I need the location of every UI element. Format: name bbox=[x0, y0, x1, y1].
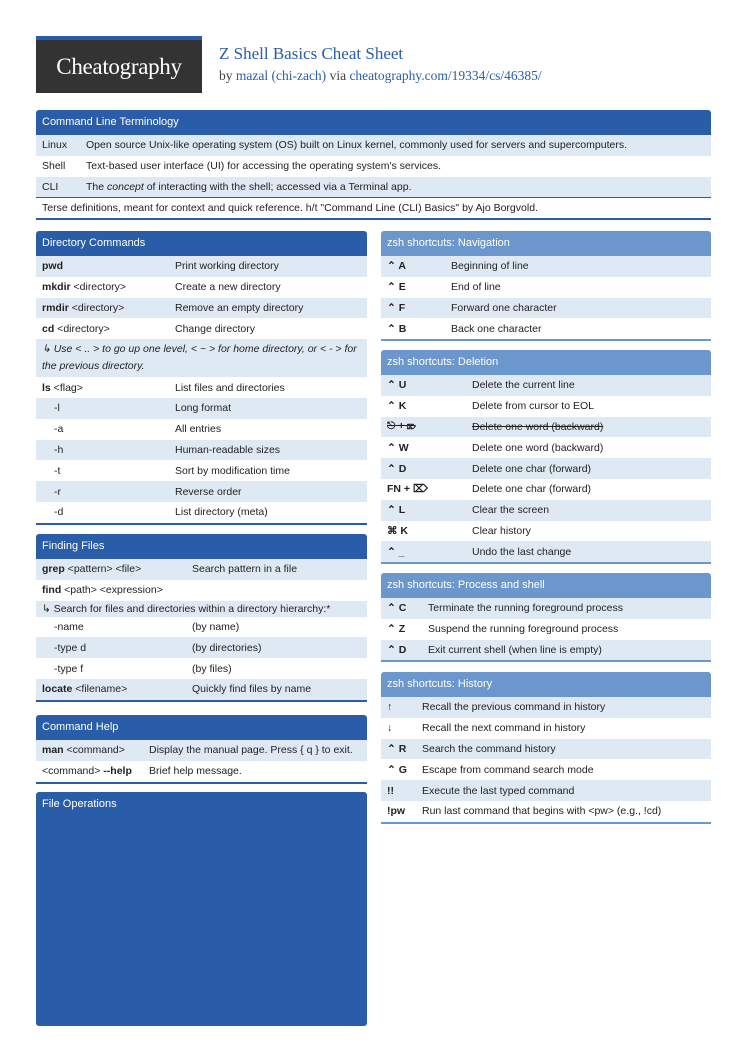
panel-title: Command Help bbox=[36, 715, 367, 740]
description: Undo the last change bbox=[472, 545, 572, 558]
command-name: rmdir bbox=[42, 301, 69, 314]
terminology-footnote: Terse definitions, meant for context and quick reference. h/t "Command Line (CLI) Basics" by Ajo Borgvold. bbox=[36, 197, 711, 218]
table-row bbox=[381, 598, 711, 619]
description: Run last command that begins with <pw> (e.g., !cd) bbox=[422, 805, 662, 818]
table-row bbox=[36, 419, 367, 440]
description: Suspend the running foreground process bbox=[428, 623, 619, 636]
table-row bbox=[36, 135, 711, 156]
command-name: --help bbox=[103, 765, 132, 778]
flag: -a bbox=[54, 423, 64, 436]
shortcut-key: ⎋ + ⌦ bbox=[387, 420, 416, 433]
description: Change directory bbox=[175, 322, 255, 335]
terminology-panel bbox=[36, 110, 711, 220]
definition-emphasis: concept bbox=[107, 180, 144, 193]
table-row bbox=[381, 277, 711, 298]
deletion-shortcuts-panel bbox=[381, 350, 711, 564]
page-title: Z Shell Basics Cheat Sheet bbox=[219, 44, 404, 63]
table-row bbox=[381, 541, 711, 562]
shortcut-key: ⌘ K bbox=[387, 524, 408, 537]
finding-note: ↳ Search for files and directories within a directory hierarchy:* bbox=[36, 601, 367, 617]
table-row bbox=[36, 559, 367, 580]
table-row bbox=[36, 377, 367, 398]
description: Brief help message. bbox=[149, 765, 242, 778]
command-name: man bbox=[42, 744, 64, 757]
table-row bbox=[36, 761, 367, 782]
command bbox=[42, 281, 175, 293]
table-row bbox=[36, 398, 367, 419]
definition: Text-based user interface (UI) for accessing the operating system's services. bbox=[86, 160, 442, 173]
description: Human-readable sizes bbox=[175, 443, 281, 456]
command-arg: <directory> bbox=[68, 301, 125, 314]
shortcut-key: ⌃ C bbox=[387, 602, 407, 615]
table-row bbox=[36, 658, 367, 679]
description: All entries bbox=[175, 423, 222, 436]
panel-title: zsh shortcuts: Deletion bbox=[381, 350, 711, 375]
command-arg: <command> bbox=[42, 765, 104, 778]
description: Execute the last typed command bbox=[422, 784, 575, 797]
table-row bbox=[381, 458, 711, 479]
description: Sort by modification time bbox=[175, 464, 290, 477]
panel-title: Command Line Terminology bbox=[36, 110, 711, 135]
byline-via: via bbox=[326, 68, 350, 83]
flag: -d bbox=[54, 506, 64, 519]
shortcut-key: ↑ bbox=[387, 701, 393, 714]
cheatography-logo[interactable] bbox=[36, 36, 202, 93]
command-help-panel bbox=[36, 715, 367, 784]
table-row bbox=[36, 460, 367, 481]
shortcut-key: ⌃ A bbox=[387, 260, 406, 273]
directory-commands-panel bbox=[36, 231, 367, 525]
command bbox=[42, 765, 149, 777]
table-row bbox=[381, 298, 711, 319]
command-arg: <directory> bbox=[54, 322, 110, 335]
description: Reverse order bbox=[175, 485, 242, 498]
shortcut-key: ⌃ R bbox=[387, 742, 407, 755]
table-row bbox=[36, 481, 367, 502]
byline bbox=[219, 68, 542, 84]
table-row bbox=[381, 718, 711, 739]
description: Clear history bbox=[472, 524, 531, 537]
command bbox=[42, 744, 149, 756]
command-arg: <command> bbox=[63, 744, 125, 757]
table-row bbox=[381, 479, 711, 500]
description: List directory (meta) bbox=[175, 506, 268, 519]
table-row bbox=[36, 318, 367, 339]
table-row bbox=[381, 318, 711, 339]
table-row bbox=[36, 617, 367, 638]
panel-title: zsh shortcuts: History bbox=[381, 672, 711, 697]
command-arg: <directory> bbox=[70, 281, 127, 294]
command bbox=[42, 584, 163, 596]
definition: Open source Unix-like operating system (OS) built on Linux kernel, commonly used for servers and supercomputers. bbox=[86, 139, 627, 152]
flag: -t bbox=[54, 464, 61, 477]
panel-title: zsh shortcuts: Process and shell bbox=[381, 573, 711, 598]
description: (by directories) bbox=[192, 641, 262, 654]
description: (by name) bbox=[192, 620, 240, 633]
panel-title: File Operations bbox=[42, 798, 117, 810]
command-name: ls bbox=[42, 381, 51, 394]
command-arg: <flag> bbox=[50, 381, 83, 394]
history-shortcuts-panel bbox=[381, 672, 711, 824]
file-operations-panel bbox=[36, 792, 367, 1026]
definition-pre: The bbox=[86, 180, 108, 193]
description: Delete one word (backward) bbox=[472, 420, 604, 433]
table-row bbox=[381, 759, 711, 780]
shortcut-key: ⌃ D bbox=[387, 643, 407, 656]
shortcut-key: ⌃ K bbox=[387, 400, 407, 413]
definition-post: of interacting with the shell; accessed via a Terminal app. bbox=[143, 180, 412, 193]
description: Remove an empty directory bbox=[175, 301, 304, 314]
table-row bbox=[381, 417, 711, 438]
command-name: grep bbox=[42, 563, 65, 576]
flag: -l bbox=[54, 402, 60, 415]
panel-title: zsh shortcuts: Navigation bbox=[381, 231, 711, 256]
table-row bbox=[36, 740, 367, 761]
table-row bbox=[381, 521, 711, 542]
option: -type f bbox=[54, 662, 84, 675]
table-row bbox=[36, 177, 711, 198]
shortcut-key: ⌃ L bbox=[387, 504, 406, 517]
author-link[interactable]: mazal (chi-zach) bbox=[235, 68, 327, 83]
byline-by: by bbox=[219, 68, 236, 83]
term: Shell bbox=[42, 160, 66, 173]
description: (by files) bbox=[192, 662, 232, 675]
description: Clear the screen bbox=[472, 504, 550, 517]
table-row bbox=[381, 396, 711, 417]
description: Back one character bbox=[451, 322, 542, 335]
table-row bbox=[381, 739, 711, 760]
table-row bbox=[381, 375, 711, 396]
table-row bbox=[381, 256, 711, 277]
description: Quickly find files by name bbox=[192, 683, 312, 696]
term: Linux bbox=[42, 139, 68, 152]
description: Escape from command search mode bbox=[422, 763, 594, 776]
command-name: locate bbox=[42, 683, 73, 696]
table-row bbox=[36, 256, 367, 277]
shortcut-key: ⌃ Z bbox=[387, 623, 406, 636]
table-row bbox=[381, 697, 711, 718]
description: Search pattern in a file bbox=[192, 563, 298, 576]
description: Delete one char (forward) bbox=[472, 462, 592, 475]
description: Delete one word (backward) bbox=[472, 441, 604, 454]
description: Delete one char (forward) bbox=[472, 483, 592, 496]
shortcut-key: ⌃ D bbox=[387, 462, 407, 475]
panel-title: Directory Commands bbox=[36, 231, 367, 256]
description: Search the command history bbox=[422, 742, 556, 755]
table-row bbox=[381, 780, 711, 801]
directory-note: ↳ Use < .. > to go up one level, < ~ > for home directory, or < - > for the previous directory. bbox=[36, 339, 367, 377]
description: Delete from cursor to EOL bbox=[472, 400, 594, 413]
table-row bbox=[36, 298, 367, 319]
description: Display the manual page. Press { q } to exit. bbox=[149, 744, 353, 757]
logo-text: Cheatography bbox=[56, 53, 182, 79]
shortcut-key: FN + ⌦ bbox=[387, 483, 428, 496]
description: Create a new directory bbox=[175, 281, 281, 294]
finding-files-panel bbox=[36, 534, 367, 702]
shortcut-key: !! bbox=[387, 784, 394, 797]
shortcut-key: ⌃ U bbox=[387, 379, 407, 392]
command-name: pwd bbox=[42, 260, 63, 273]
command bbox=[42, 260, 175, 272]
table-row bbox=[381, 801, 711, 822]
term: CLI bbox=[42, 180, 59, 193]
panel-title: Finding Files bbox=[36, 534, 367, 559]
command-name: find bbox=[42, 584, 62, 597]
flag: -r bbox=[54, 485, 61, 498]
definition bbox=[86, 181, 711, 193]
description: Long format bbox=[175, 402, 232, 415]
table-row bbox=[36, 277, 367, 298]
shortcut-key: ⌃ E bbox=[387, 281, 406, 294]
command-name: mkdir bbox=[42, 281, 71, 294]
table-row bbox=[36, 679, 367, 700]
command-arg: <path> <expression> bbox=[61, 584, 163, 597]
option: -name bbox=[54, 620, 84, 633]
shortcut-key: ↓ bbox=[387, 722, 393, 735]
command-arg: <filename> bbox=[72, 683, 128, 696]
sheet-url-link[interactable]: cheatography.com/19334/cs/46385/ bbox=[349, 68, 542, 83]
navigation-shortcuts-panel bbox=[381, 231, 711, 341]
table-row bbox=[36, 502, 367, 523]
shortcut-key: ⌃ F bbox=[387, 301, 406, 314]
table-row bbox=[36, 440, 367, 461]
shortcut-key: !pw bbox=[387, 805, 406, 818]
description: End of line bbox=[451, 281, 501, 294]
page-header bbox=[36, 36, 711, 94]
description: Recall the previous command in history bbox=[422, 701, 606, 714]
table-row bbox=[381, 500, 711, 521]
description: Recall the next command in history bbox=[422, 722, 586, 735]
table-row bbox=[381, 640, 711, 661]
table-row bbox=[36, 637, 367, 658]
table-row bbox=[381, 437, 711, 458]
command bbox=[42, 563, 192, 575]
shortcut-key: ⌃ W bbox=[387, 441, 409, 454]
command-name: cd bbox=[42, 322, 55, 335]
flag: -h bbox=[54, 443, 64, 456]
command bbox=[42, 382, 175, 394]
description: List files and directories bbox=[175, 381, 285, 394]
command-arg: <pattern> <file> bbox=[64, 563, 142, 576]
command bbox=[42, 683, 192, 695]
table-row bbox=[36, 580, 367, 601]
shortcut-key: ⌃ _ bbox=[387, 545, 405, 558]
description: Print working directory bbox=[175, 260, 279, 273]
description: Delete the current line bbox=[472, 379, 575, 392]
description: Forward one character bbox=[451, 301, 557, 314]
option: -type d bbox=[54, 641, 87, 654]
table-row bbox=[381, 619, 711, 640]
description: Beginning of line bbox=[451, 260, 529, 273]
description: Terminate the running foreground process bbox=[428, 602, 623, 615]
process-shortcuts-panel bbox=[381, 573, 711, 662]
table-row bbox=[36, 156, 711, 177]
command bbox=[42, 323, 175, 335]
description: Exit current shell (when line is empty) bbox=[428, 643, 602, 656]
shortcut-key: ⌃ B bbox=[387, 322, 407, 335]
command bbox=[42, 302, 175, 314]
shortcut-key: ⌃ G bbox=[387, 763, 407, 776]
